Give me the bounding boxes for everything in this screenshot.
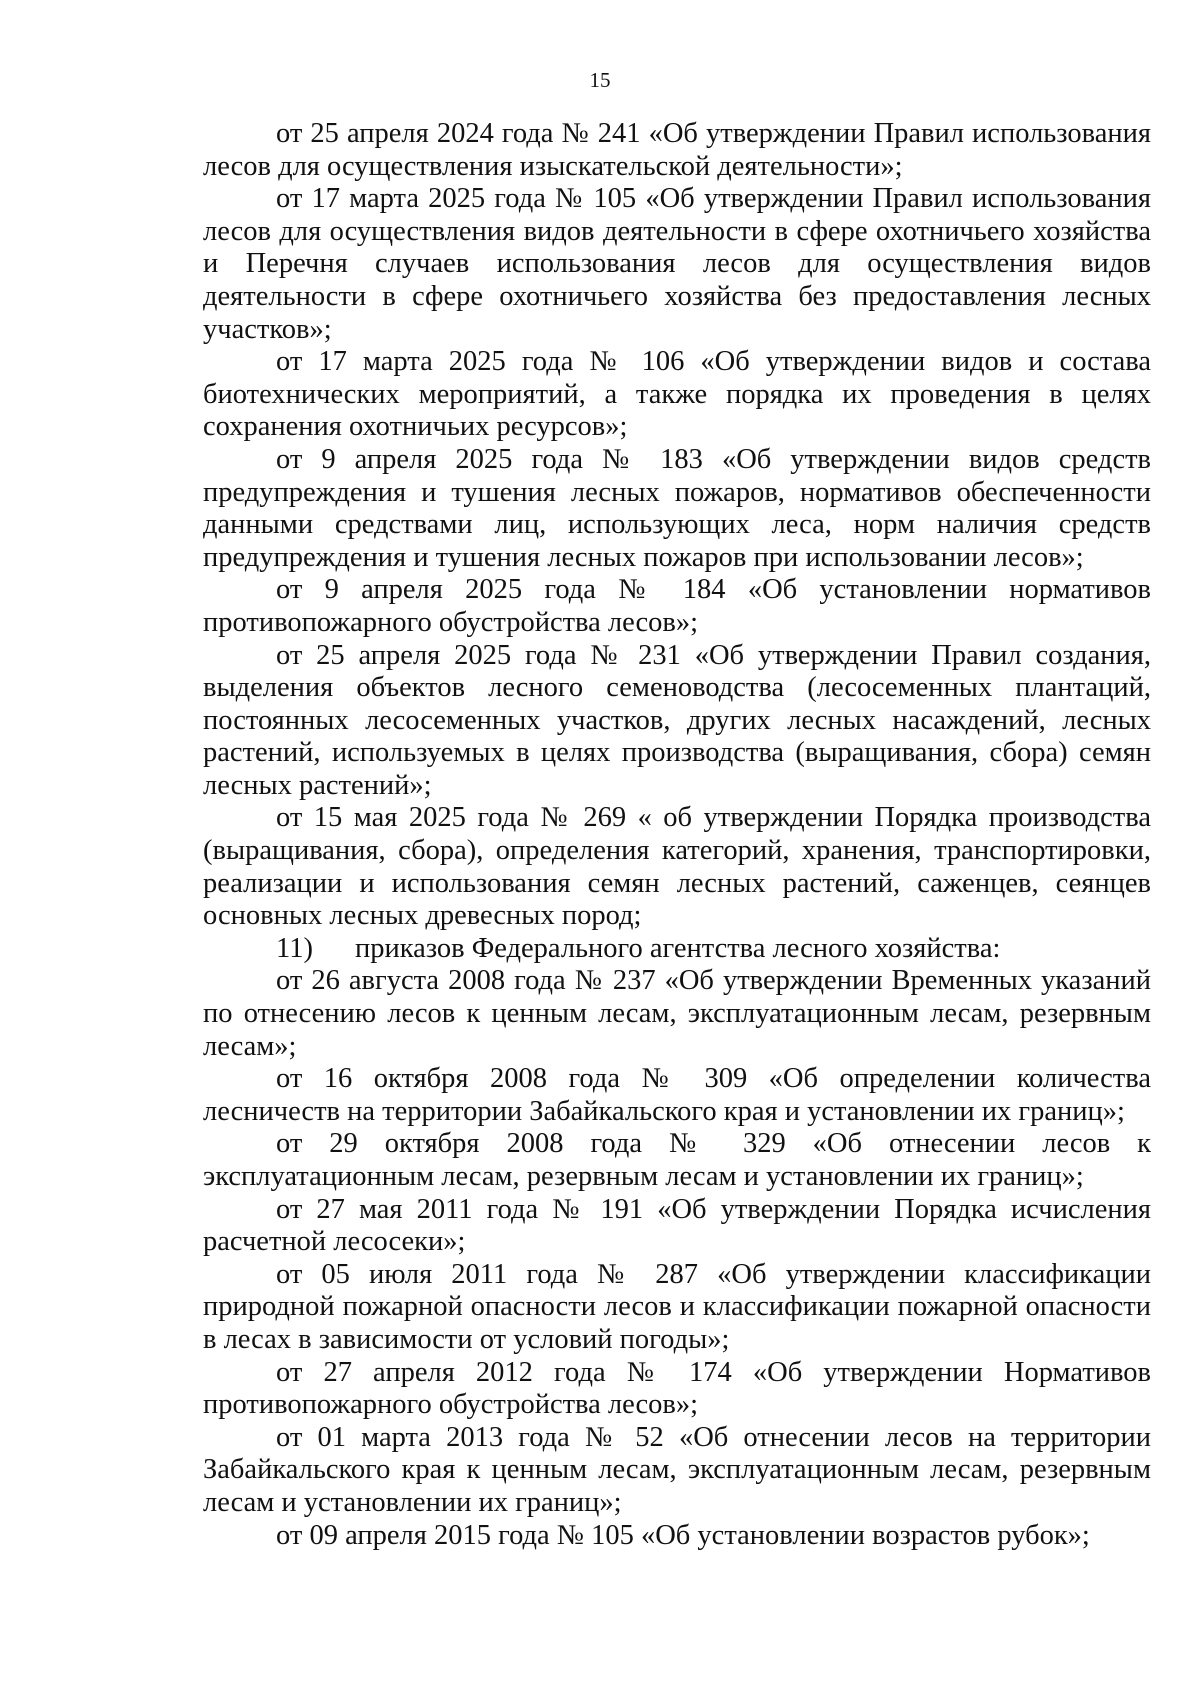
paragraph-order-105-2015: от 09 апреля 2015 года № 105 «Об установлении возрастов рубок»; [276,1519,1090,1551]
paragraph-order-105: от 17 марта 2025 года № 105 «Об утверждении Правил использования лесов для осуществления видов деятельности в сфере охотничьего хозяйства и Перечня случаев использования лесов для осуществления видов деятельности в сфере охотничьего хозяйства без предоставления лесных участков»; [203,183,1151,345]
paragraph-order-231: от 25 апреля 2025 года № 231 «Об утверждении Правил создания, выделения объектов лесного семеноводства (лесосеменных плантаций, постоянных лесосеменных участков, других лесных насаждений, лесных растений, используемых в целях производства (выращивания, сбора) семян лесных растений»; [203,639,1151,801]
paragraph-order-237: от 26 августа 2008 года № 237 «Об утверждении Временных указаний по отнесению лесов к ценным лесам, эксплуатационным лесам, резервным лесам»; [203,965,1151,1062]
list-item-text: приказов Федерального агентства лесного хозяйства: [355,932,1001,964]
document-body [203,118,1151,1552]
paragraph-order-309: от 16 октября 2008 года № 309 «Об определении количества лесничеств на территории Забайкальского края и установлении их границ»; [203,1063,1151,1127]
page-number: 15 [589,68,611,92]
paragraph-order-174: от 27 апреля 2012 года № 174 «Об утверждении Нормативов противопожарного обустройства лесов»; [203,1356,1151,1421]
paragraph-order-241: от 25 апреля 2024 года № 241 «Об утверждении Правил использования лесов для осуществления изыскательской деятельности»; [203,118,1151,182]
paragraph-order-191: от 27 мая 2011 года № 191 «Об утверждении Порядка исчисления расчетной лесосеки»; [203,1193,1151,1258]
paragraph-order-106: от 17 марта 2025 года № 106 «Об утверждении видов и состава биотехнических мероприятий, а также порядка их проведения в целях сохранения охотничьих ресурсов»; [203,346,1151,443]
paragraph-order-184: от 9 апреля 2025 года № 184 «Об установлении нормативов противопожарного обустройства лесов»; [203,574,1151,638]
paragraph-order-52: от 01 марта 2013 года № 52 «Об отнесении лесов на территории Забайкальского края к ценным лесам, эксплуатационным лесам, резервным лесам и установлении их границ»; [203,1421,1151,1518]
paragraph-order-329: от 29 октября 2008 года № 329 «Об отнесении лесов к эксплуатационным лесам, резервным лесам и установлении их границ»; [203,1128,1151,1192]
paragraph-order-269: от 15 мая 2025 года № 269 « об утверждении Порядка производства (выращивания, сбора), определения категорий, хранения, транспортировки, реализации и использования семян лесных растений, саженцев, сеянцев основных лесных древесных пород; [203,802,1151,932]
list-item-number: 11) [276,932,313,964]
list-item-11 [203,933,1151,966]
paragraph-order-183: от 9 апреля 2025 года № 183 «Об утверждении видов средств предупреждения и тушения лесных пожаров, нормативов обеспеченности данными средствами лиц, использующих леса, норм наличия средств предупреждения и тушения лесных пожаров при использовании лесов»; [203,443,1151,573]
paragraph-order-287: от 05 июля 2011 года № 287 «Об утверждении классификации природной пожарной опасности лесов и классификации пожарной опасности в лесах в зависимости от условий погоды»; [203,1258,1151,1355]
